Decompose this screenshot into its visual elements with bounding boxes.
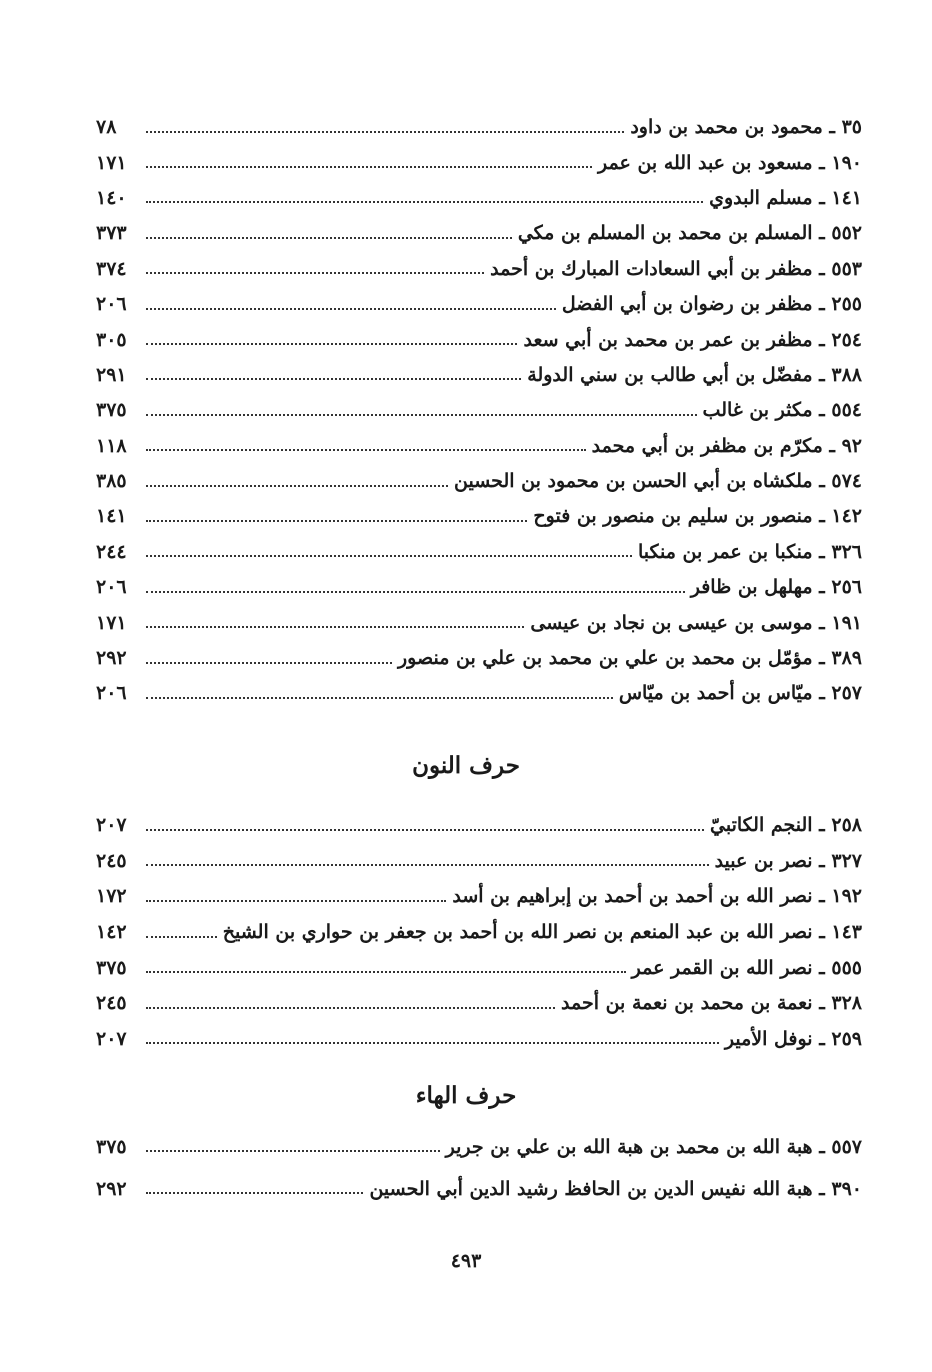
index-entry bbox=[96, 986, 862, 1022]
dot-leader bbox=[146, 829, 704, 831]
entry-name: ٢٥٨ ـ النجم الكاتبيّ bbox=[710, 814, 862, 837]
entry-page-number: ٣٧٥ bbox=[96, 1135, 127, 1158]
dot-leader bbox=[146, 697, 613, 699]
entry-page-number: ٢٩٢ bbox=[96, 647, 127, 670]
entry-name: ٥٥٢ ـ المسلم بن محمد بن المسلم بن مكي bbox=[517, 222, 862, 245]
index-entry bbox=[96, 915, 862, 951]
index-entry bbox=[96, 145, 862, 180]
dot-leader bbox=[146, 237, 512, 239]
entries-list-ha bbox=[96, 1126, 862, 1210]
index-entry bbox=[96, 676, 862, 711]
entry-page-number: ٣٠٥ bbox=[96, 328, 127, 351]
index-entry bbox=[96, 464, 862, 499]
index-entry bbox=[96, 1022, 862, 1058]
dot-leader bbox=[146, 308, 556, 310]
entry-page-number: ٢٩١ bbox=[96, 363, 127, 386]
entry-name: ٢٥٦ ـ مهلهل بن ظافر bbox=[690, 576, 862, 599]
entry-page-number: ٣٨٥ bbox=[96, 470, 127, 493]
entry-page-number: ٢٠٦ bbox=[96, 576, 127, 599]
entry-name: ٩٢ ـ مكرّم بن مظفر بن أبي محمد bbox=[591, 434, 862, 457]
entry-name: ٣٨٩ ـ مؤمّل بن محمد بن علي بن محمد بن علي بن منصور bbox=[398, 647, 862, 670]
index-entry bbox=[96, 605, 862, 640]
index-entry bbox=[96, 216, 862, 251]
entries-list-nun bbox=[96, 808, 862, 1057]
entry-page-number: ٢٤٥ bbox=[96, 992, 127, 1015]
dot-leader bbox=[146, 485, 448, 487]
dot-leader bbox=[146, 378, 521, 380]
entry-name: ٥٥٤ ـ مكثر بن غالب bbox=[702, 399, 862, 422]
dot-leader bbox=[146, 900, 446, 902]
entry-name: ٢٥٥ ـ مظفر بن رضوان بن أبي الفضل bbox=[561, 293, 862, 316]
entry-page-number: ١٤٢ bbox=[96, 921, 127, 944]
entry-name: ١٩٢ ـ نصر الله بن أحمد بن أحمد بن إبراهيم بن أسد bbox=[452, 885, 862, 908]
dot-leader bbox=[146, 520, 527, 522]
index-entry bbox=[96, 950, 862, 986]
entry-page-number: ٣٧٣ bbox=[96, 222, 127, 245]
dot-leader bbox=[146, 1192, 363, 1194]
entry-page-number: ٣٧٤ bbox=[96, 257, 127, 280]
entry-page-number: ٢٤٥ bbox=[96, 849, 127, 872]
entry-page-number: ٧٨ bbox=[96, 116, 117, 139]
entry-page-number: ١٧٢ bbox=[96, 885, 127, 908]
dot-leader bbox=[146, 449, 586, 451]
entry-name: ٢٥٤ ـ مظفر بن عمر بن محمد بن أبي سعد bbox=[523, 328, 862, 351]
index-entry bbox=[96, 808, 862, 844]
entry-page-number: ٢٠٦ bbox=[96, 293, 127, 316]
entry-name: ٥٧٤ ـ ملكشاه بن أبي الحسن بن محمود بن الحسين bbox=[454, 470, 862, 493]
entries-list-mim bbox=[96, 110, 862, 712]
entry-page-number: ٢٠٧ bbox=[96, 814, 127, 837]
entry-name: ٥٥٥ ـ نصر الله بن القمر عمر bbox=[631, 956, 862, 979]
entry-name: ١٤١ ـ مسلم البدوي bbox=[709, 186, 862, 209]
index-entry bbox=[96, 287, 862, 322]
dot-leader bbox=[146, 1042, 719, 1044]
entry-name: ٣٩٠ ـ هبة الله نفيس الدين بن الحافظ رشيد الدين أبي الحسين bbox=[369, 1177, 862, 1200]
dot-leader bbox=[146, 343, 517, 345]
dot-leader bbox=[146, 166, 592, 168]
dot-leader bbox=[146, 936, 217, 938]
entry-name: ٣٥ ـ محمود بن محمد بن داود bbox=[630, 116, 862, 139]
entry-page-number: ٢٩٢ bbox=[96, 1177, 127, 1200]
entry-name: ٣٢٦ ـ منكبا بن عمر بن منكبا bbox=[637, 540, 862, 563]
entry-page-number: ١٤٠ bbox=[96, 186, 127, 209]
index-entry bbox=[96, 499, 862, 534]
index-entry bbox=[96, 393, 862, 428]
dot-leader bbox=[146, 971, 626, 973]
index-entry bbox=[96, 1168, 862, 1210]
index-entry bbox=[96, 570, 862, 605]
entry-name: ١٤٢ ـ منصور بن سليم بن منصور بن فتوح bbox=[533, 505, 862, 528]
dot-leader bbox=[146, 1150, 440, 1152]
index-entry bbox=[96, 181, 862, 216]
dot-leader bbox=[146, 131, 624, 133]
entry-name: ٢٥٩ ـ نوفل الأمير bbox=[724, 1027, 862, 1050]
entry-name: ١٤٣ ـ نصر الله بن عبد المنعم بن نصر الله بن أحمد بن جعفر بن حواري بن الشيخ bbox=[222, 921, 862, 944]
dot-leader bbox=[146, 626, 524, 628]
dot-leader bbox=[146, 864, 709, 866]
dot-leader bbox=[146, 272, 484, 274]
entry-name: ١٩١ ـ موسى بن عيسى بن نجاد بن عيسى bbox=[530, 611, 862, 634]
entry-page-number: ٢٠٧ bbox=[96, 1027, 127, 1050]
index-entry bbox=[96, 844, 862, 880]
dot-leader bbox=[146, 1007, 555, 1009]
dot-leader bbox=[146, 555, 632, 557]
index-entry bbox=[96, 879, 862, 915]
dot-leader bbox=[146, 591, 685, 593]
entry-name: ١٩٠ ـ مسعود بن عبد الله بن عمر bbox=[598, 151, 862, 174]
index-entry bbox=[96, 358, 862, 393]
entry-name: ٥٥٣ ـ مظفر بن أبي السعادات المبارك بن أحمد bbox=[490, 257, 862, 280]
dot-leader bbox=[146, 201, 703, 203]
index-entry bbox=[96, 641, 862, 676]
entry-page-number: ٢٤٤ bbox=[96, 540, 127, 563]
entry-name: ٣٨٨ ـ مفضّل بن أبي طالب بن سني الدولة bbox=[527, 363, 862, 386]
entry-page-number: ١٤١ bbox=[96, 505, 127, 528]
index-entry bbox=[96, 252, 862, 287]
entry-page-number: ١٧١ bbox=[96, 151, 127, 174]
index-entry bbox=[96, 110, 862, 145]
page-number: ٤٩٣ bbox=[450, 1250, 482, 1272]
entry-page-number: ١٧١ bbox=[96, 611, 127, 634]
entry-page-number: ٢٠٦ bbox=[96, 682, 127, 705]
entry-name: ٣٢٨ ـ نعمة بن محمد بن نعمة بن أحمد bbox=[561, 992, 862, 1015]
entry-name: ٥٥٧ ـ هبة الله بن محمد بن هبة الله بن علي بن جرير bbox=[445, 1135, 862, 1158]
section-heading-ha: حرف الهاء bbox=[415, 1082, 517, 1109]
index-entry bbox=[96, 535, 862, 570]
entry-page-number: ١١٨ bbox=[96, 434, 127, 457]
dot-leader bbox=[146, 662, 392, 664]
dot-leader bbox=[146, 414, 697, 416]
entry-name: ٢٥٧ ـ ميّاس بن أحمد بن ميّاس bbox=[618, 682, 862, 705]
entry-page-number: ٣٧٥ bbox=[96, 956, 127, 979]
entry-name: ٣٢٧ ـ نصر بن عبيد bbox=[714, 849, 862, 872]
entry-page-number: ٣٧٥ bbox=[96, 399, 127, 422]
index-entry bbox=[96, 322, 862, 357]
section-heading-nun: حرف النون bbox=[412, 752, 520, 779]
index-entry bbox=[96, 429, 862, 464]
index-entry bbox=[96, 1126, 862, 1168]
